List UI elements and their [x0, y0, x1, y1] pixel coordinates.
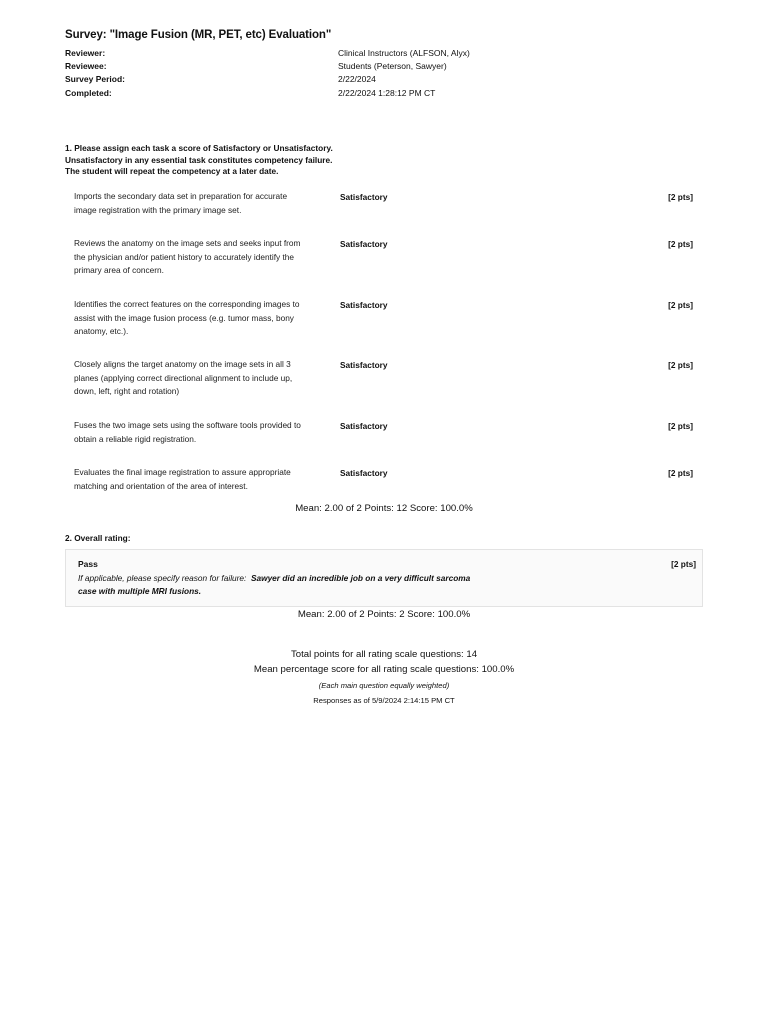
task-line: Identifies the correct features on the corresponding images to	[74, 299, 300, 309]
reviewee-value: Students (Peterson, Sawyer)	[338, 61, 447, 71]
task-line: obtain a reliable rigid registration.	[74, 433, 197, 444]
task-points: [2 pts]	[668, 192, 693, 202]
completed-label: Completed:	[65, 88, 112, 98]
task-line: down, left, right and rotation)	[74, 386, 180, 396]
survey-period-label: Survey Period:	[65, 74, 125, 84]
task-line: Closely aligns the target anatomy on the image sets in all 3	[74, 359, 291, 369]
task-description	[74, 298, 324, 339]
reviewee-label: Reviewee:	[65, 61, 107, 71]
question-2-response-box	[65, 549, 703, 607]
task-points: [2 pts]	[668, 468, 693, 478]
reviewer-value: Clinical Instructors (ALFSON, Alyx)	[338, 48, 470, 58]
failure-reason-comment	[78, 572, 498, 597]
question-1-prompt	[65, 143, 365, 178]
task-points: [2 pts]	[668, 300, 693, 310]
question-1-prompt-line: Unsatisfactory in any essential task constitutes competency failure.	[65, 154, 333, 165]
task-rating: Satisfactory	[340, 300, 388, 310]
task-description	[74, 190, 324, 217]
task-points: [2 pts]	[668, 421, 693, 431]
task-line: Evaluates the final image registration to assure appropriate	[74, 467, 291, 477]
question-1-prompt-line: The student will repeat the competency at a later date.	[65, 166, 279, 176]
task-description	[74, 237, 324, 278]
task-description	[74, 358, 324, 399]
survey-period-value: 2/22/2024	[338, 74, 376, 84]
reviewer-label: Reviewer:	[65, 48, 106, 58]
task-rating: Satisfactory	[340, 192, 388, 202]
task-points: [2 pts]	[668, 360, 693, 370]
question-1-prompt-line: 1. Please assign each task a score of Satisfactory or Unsatisfactory.	[65, 143, 333, 153]
task-line: image registration with the primary image set.	[74, 204, 242, 215]
task-line: Imports the secondary data set in preparation for accurate	[74, 191, 288, 201]
task-line: Fuses the two image sets using the software tools provided to	[74, 420, 301, 430]
task-rating: Satisfactory	[340, 239, 388, 249]
total-points: Total points for all rating scale questions: 14	[290, 649, 478, 660]
task-rating: Satisfactory	[340, 468, 388, 478]
task-line: planes (applying correct directional alignment to include up,	[74, 372, 293, 383]
task-line: the physician and/or patient history to accurately identify the	[74, 251, 294, 262]
task-description	[74, 466, 324, 493]
task-line: primary area of concern.	[74, 265, 164, 275]
survey-title: Survey: "Image Fusion (MR, PET, etc) Evaluation"	[65, 29, 332, 41]
completed-value: 2/22/2024 1:28:12 PM CT	[338, 88, 436, 98]
task-points: [2 pts]	[668, 239, 693, 249]
weighting-note: (Each main question equally weighted)	[318, 681, 450, 690]
task-rating: Satisfactory	[340, 360, 388, 370]
task-line: anatomy, etc.).	[74, 326, 129, 336]
responses-timestamp: Responses as of 5/9/2024 2:14:15 PM CT	[313, 696, 455, 705]
comment-answer: case with multiple MRI fusions.	[78, 585, 202, 596]
comment-prefix: If applicable, please specify reason for failure:	[78, 573, 247, 583]
task-line: assist with the image fusion process (e.g. tumor mass, bony	[74, 312, 294, 323]
comment-answer: Sawyer did an incredible job on a very difficult sarcoma	[250, 573, 471, 583]
question-2-summary: Mean: 2.00 of 2 Points: 2 Score: 100.0%	[297, 609, 471, 620]
question-1-summary: Mean: 2.00 of 2 Points: 12 Score: 100.0%	[295, 503, 473, 514]
task-rating: Satisfactory	[340, 421, 388, 431]
task-description	[74, 419, 324, 446]
overall-rating-value: Pass	[78, 559, 98, 569]
question-2-prompt: 2. Overall rating:	[65, 533, 131, 543]
mean-percentage: Mean percentage score for all rating scale questions: 100.0%	[253, 664, 515, 675]
task-line: Reviews the anatomy on the image sets and seeks input from	[74, 238, 301, 248]
overall-rating-points: [2 pts]	[671, 559, 696, 569]
task-line: matching and orientation of the area of interest.	[74, 480, 248, 491]
